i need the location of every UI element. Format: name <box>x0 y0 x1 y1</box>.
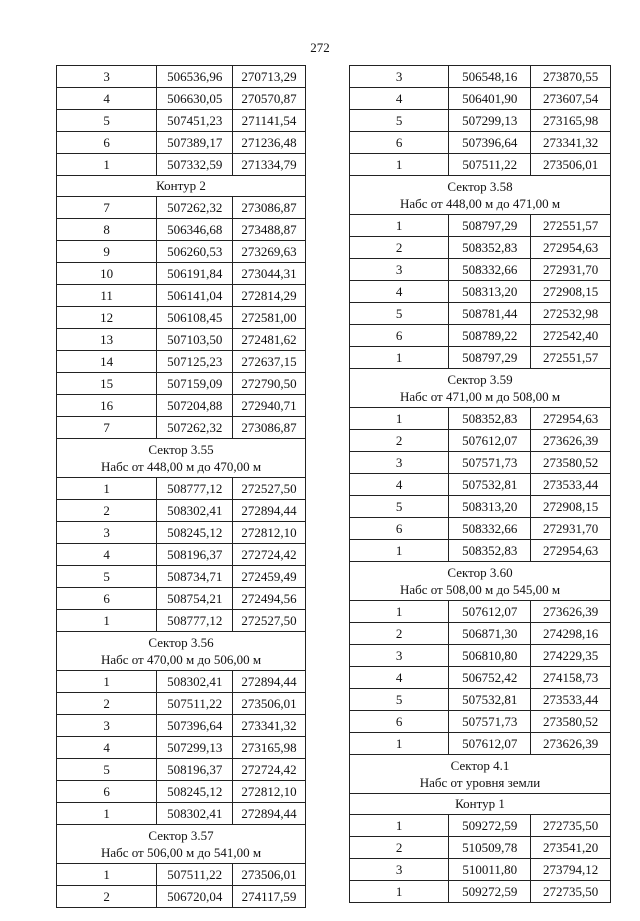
table-row <box>350 859 611 881</box>
y-coordinate-cell: 272532,98 <box>531 303 611 325</box>
point-number-cell: 6 <box>57 588 157 610</box>
section-subtitle: Набс от 508,00 м до 545,00 м <box>399 582 561 597</box>
point-number-cell: 7 <box>57 197 157 219</box>
point-number-cell: 10 <box>57 263 157 285</box>
y-coordinate-cell: 274229,35 <box>531 645 611 667</box>
table-row <box>57 219 306 241</box>
y-coordinate-cell: 272735,50 <box>531 815 611 837</box>
x-coordinate-cell: 507612,07 <box>449 430 531 452</box>
y-coordinate-cell: 272790,50 <box>233 373 306 395</box>
table-row <box>57 417 306 439</box>
x-coordinate-cell: 507262,32 <box>157 417 233 439</box>
y-coordinate-cell: 273086,87 <box>233 197 306 219</box>
point-number-cell: 6 <box>350 325 449 347</box>
point-number-cell: 2 <box>57 693 157 715</box>
x-coordinate-cell: 506630,05 <box>157 88 233 110</box>
point-number-cell: 4 <box>350 88 449 110</box>
table-row <box>57 88 306 110</box>
y-coordinate-cell: 272724,42 <box>233 759 306 781</box>
point-number-cell: 5 <box>57 110 157 132</box>
table-row <box>350 496 611 518</box>
table-row <box>350 540 611 562</box>
x-coordinate-cell: 507103,50 <box>157 329 233 351</box>
point-number-cell: 14 <box>57 351 157 373</box>
y-coordinate-cell: 270570,87 <box>233 88 306 110</box>
table-row <box>350 430 611 452</box>
point-number-cell: 4 <box>57 737 157 759</box>
y-coordinate-cell: 272814,29 <box>233 285 306 307</box>
table-row <box>57 241 306 263</box>
table-row <box>350 623 611 645</box>
point-number-cell: 7 <box>57 417 157 439</box>
table-row <box>57 351 306 373</box>
point-number-cell: 1 <box>350 347 449 369</box>
y-coordinate-cell: 273533,44 <box>531 474 611 496</box>
point-number-cell: 2 <box>350 430 449 452</box>
table-row <box>350 237 611 259</box>
x-coordinate-cell: 508332,66 <box>449 259 531 281</box>
y-coordinate-cell: 271141,54 <box>233 110 306 132</box>
table-row <box>350 645 611 667</box>
y-coordinate-cell: 274158,73 <box>531 667 611 689</box>
x-coordinate-cell: 507571,73 <box>449 452 531 474</box>
y-coordinate-cell: 273488,87 <box>233 219 306 241</box>
section-title: Сектор 3.56 <box>148 635 214 650</box>
x-coordinate-cell: 507612,07 <box>449 601 531 623</box>
section-title: Сектор 3.57 <box>148 828 214 843</box>
table-row <box>57 285 306 307</box>
point-number-cell: 4 <box>57 544 157 566</box>
table-row <box>57 544 306 566</box>
x-coordinate-cell: 506871,30 <box>449 623 531 645</box>
point-number-cell: 3 <box>57 522 157 544</box>
section-header-cell <box>350 176 611 215</box>
section-header-cell <box>57 632 306 671</box>
section-header-row <box>350 755 611 794</box>
x-coordinate-cell: 508352,83 <box>449 540 531 562</box>
point-number-cell: 16 <box>57 395 157 417</box>
point-number-cell: 5 <box>350 303 449 325</box>
x-coordinate-cell: 507451,23 <box>157 110 233 132</box>
y-coordinate-cell: 273044,31 <box>233 263 306 285</box>
section-header-cell <box>57 825 306 864</box>
x-coordinate-cell: 508332,66 <box>449 518 531 540</box>
point-number-cell: 9 <box>57 241 157 263</box>
y-coordinate-cell: 273269,63 <box>233 241 306 263</box>
x-coordinate-cell: 508754,21 <box>157 588 233 610</box>
x-coordinate-cell: 506720,04 <box>157 886 233 908</box>
table-row <box>350 281 611 303</box>
y-coordinate-cell: 273580,52 <box>531 452 611 474</box>
y-coordinate-cell: 270713,29 <box>233 66 306 88</box>
x-coordinate-cell: 507396,64 <box>449 132 531 154</box>
section-title: Контур 2 <box>156 178 206 193</box>
x-coordinate-cell: 507332,59 <box>157 154 233 176</box>
point-number-cell: 11 <box>57 285 157 307</box>
x-coordinate-cell: 507511,22 <box>157 864 233 886</box>
x-coordinate-cell: 508302,41 <box>157 803 233 825</box>
table-row <box>350 110 611 132</box>
point-number-cell: 5 <box>57 759 157 781</box>
point-number-cell: 3 <box>350 259 449 281</box>
section-header-row <box>57 176 306 197</box>
section-title: Контур 1 <box>455 796 505 811</box>
y-coordinate-cell: 273607,54 <box>531 88 611 110</box>
point-number-cell: 4 <box>350 281 449 303</box>
y-coordinate-cell: 273626,39 <box>531 733 611 755</box>
table-row <box>57 803 306 825</box>
y-coordinate-cell: 273341,32 <box>233 715 306 737</box>
point-number-cell: 5 <box>350 110 449 132</box>
point-number-cell: 5 <box>57 566 157 588</box>
x-coordinate-cell: 507396,64 <box>157 715 233 737</box>
x-coordinate-cell: 507532,81 <box>449 689 531 711</box>
table-row <box>350 518 611 540</box>
x-coordinate-cell: 508797,29 <box>449 215 531 237</box>
x-coordinate-cell: 507262,32 <box>157 197 233 219</box>
y-coordinate-cell: 272908,15 <box>531 496 611 518</box>
table-row <box>350 815 611 837</box>
table-row <box>57 737 306 759</box>
table-row <box>57 781 306 803</box>
table-row <box>350 711 611 733</box>
point-number-cell: 1 <box>350 154 449 176</box>
x-coordinate-cell: 507204,88 <box>157 395 233 417</box>
table-row <box>350 303 611 325</box>
section-title: Сектор 3.55 <box>148 442 214 457</box>
section-header-row <box>57 439 306 478</box>
x-coordinate-cell: 507571,73 <box>449 711 531 733</box>
point-number-cell: 4 <box>57 88 157 110</box>
y-coordinate-cell: 273086,87 <box>233 417 306 439</box>
table-row <box>350 474 611 496</box>
point-number-cell: 1 <box>350 733 449 755</box>
y-coordinate-cell: 272551,57 <box>531 215 611 237</box>
section-subtitle: Набс от уровня земли <box>419 775 541 790</box>
table-row <box>57 864 306 886</box>
table-row <box>57 154 306 176</box>
table-row <box>57 566 306 588</box>
table-row <box>57 132 306 154</box>
section-header-row <box>350 176 611 215</box>
point-number-cell: 1 <box>57 478 157 500</box>
x-coordinate-cell: 506141,04 <box>157 285 233 307</box>
point-number-cell: 3 <box>57 66 157 88</box>
y-coordinate-cell: 272812,10 <box>233 781 306 803</box>
point-number-cell: 1 <box>57 864 157 886</box>
point-number-cell: 1 <box>350 601 449 623</box>
section-header-cell <box>57 176 306 197</box>
point-number-cell: 12 <box>57 307 157 329</box>
point-number-cell: 3 <box>350 452 449 474</box>
y-coordinate-cell: 272527,50 <box>233 478 306 500</box>
table-row <box>350 601 611 623</box>
x-coordinate-cell: 508781,44 <box>449 303 531 325</box>
y-coordinate-cell: 272931,70 <box>531 259 611 281</box>
table-row <box>350 154 611 176</box>
x-coordinate-cell: 508777,12 <box>157 478 233 500</box>
point-number-cell: 1 <box>57 610 157 632</box>
x-coordinate-cell: 508245,12 <box>157 781 233 803</box>
x-coordinate-cell: 507389,17 <box>157 132 233 154</box>
table-row <box>57 500 306 522</box>
x-coordinate-cell: 506108,45 <box>157 307 233 329</box>
table-row <box>57 693 306 715</box>
point-number-cell: 2 <box>350 623 449 645</box>
x-coordinate-cell: 508302,41 <box>157 671 233 693</box>
y-coordinate-cell: 273794,12 <box>531 859 611 881</box>
table-row <box>350 347 611 369</box>
table-row <box>350 452 611 474</box>
x-coordinate-cell: 506810,80 <box>449 645 531 667</box>
point-number-cell: 4 <box>350 474 449 496</box>
y-coordinate-cell: 271334,79 <box>233 154 306 176</box>
point-number-cell: 3 <box>57 715 157 737</box>
y-coordinate-cell: 272527,50 <box>233 610 306 632</box>
point-number-cell: 2 <box>350 837 449 859</box>
x-coordinate-cell: 507612,07 <box>449 733 531 755</box>
point-number-cell: 8 <box>57 219 157 241</box>
x-coordinate-cell: 506536,96 <box>157 66 233 88</box>
section-header-row <box>350 794 611 815</box>
y-coordinate-cell: 272459,49 <box>233 566 306 588</box>
point-number-cell: 3 <box>350 66 449 88</box>
section-header-row <box>350 369 611 408</box>
section-header-cell <box>350 794 611 815</box>
point-number-cell: 6 <box>350 711 449 733</box>
point-number-cell: 6 <box>350 518 449 540</box>
y-coordinate-cell: 274117,59 <box>233 886 306 908</box>
table-row <box>350 66 611 88</box>
table-row <box>57 110 306 132</box>
x-coordinate-cell: 507532,81 <box>449 474 531 496</box>
x-coordinate-cell: 509272,59 <box>449 815 531 837</box>
point-number-cell: 1 <box>350 540 449 562</box>
point-number-cell: 1 <box>350 815 449 837</box>
y-coordinate-cell: 273626,39 <box>531 601 611 623</box>
y-coordinate-cell: 272954,63 <box>531 540 611 562</box>
y-coordinate-cell: 273341,32 <box>531 132 611 154</box>
y-coordinate-cell: 273626,39 <box>531 430 611 452</box>
section-subtitle: Набс от 470,00 м до 506,00 м <box>100 652 262 667</box>
table-row <box>57 759 306 781</box>
y-coordinate-cell: 272931,70 <box>531 518 611 540</box>
table-row <box>57 329 306 351</box>
table-row <box>57 66 306 88</box>
y-coordinate-cell: 273506,01 <box>233 693 306 715</box>
table-row <box>57 197 306 219</box>
point-number-cell: 3 <box>350 645 449 667</box>
point-number-cell: 2 <box>57 886 157 908</box>
table-row <box>57 715 306 737</box>
y-coordinate-cell: 272940,71 <box>233 395 306 417</box>
x-coordinate-cell: 506548,16 <box>449 66 531 88</box>
x-coordinate-cell: 508352,83 <box>449 237 531 259</box>
x-coordinate-cell: 506752,42 <box>449 667 531 689</box>
x-coordinate-cell: 507125,23 <box>157 351 233 373</box>
y-coordinate-cell: 272908,15 <box>531 281 611 303</box>
x-coordinate-cell: 510011,80 <box>449 859 531 881</box>
x-coordinate-cell: 508245,12 <box>157 522 233 544</box>
y-coordinate-cell: 273165,98 <box>531 110 611 132</box>
section-subtitle: Набс от 506,00 м до 541,00 м <box>100 845 262 860</box>
section-header-cell <box>350 755 611 794</box>
table-row <box>350 325 611 347</box>
x-coordinate-cell: 508196,37 <box>157 544 233 566</box>
y-coordinate-cell: 272724,42 <box>233 544 306 566</box>
point-number-cell: 1 <box>350 881 449 903</box>
y-coordinate-cell: 272481,62 <box>233 329 306 351</box>
x-coordinate-cell: 506260,53 <box>157 241 233 263</box>
section-header-cell <box>350 562 611 601</box>
y-coordinate-cell: 272894,44 <box>233 803 306 825</box>
table-row <box>57 263 306 285</box>
y-coordinate-cell: 272581,00 <box>233 307 306 329</box>
table-row <box>350 408 611 430</box>
y-coordinate-cell: 272542,40 <box>531 325 611 347</box>
y-coordinate-cell: 273541,20 <box>531 837 611 859</box>
section-title: Сектор 3.60 <box>447 565 513 580</box>
table-row <box>350 88 611 110</box>
x-coordinate-cell: 508352,83 <box>449 408 531 430</box>
y-coordinate-cell: 272894,44 <box>233 671 306 693</box>
table-row <box>350 733 611 755</box>
y-coordinate-cell: 273506,01 <box>531 154 611 176</box>
point-number-cell: 1 <box>350 408 449 430</box>
table-row <box>57 886 306 908</box>
x-coordinate-cell: 510509,78 <box>449 837 531 859</box>
y-coordinate-cell: 273580,52 <box>531 711 611 733</box>
x-coordinate-cell: 506346,68 <box>157 219 233 241</box>
section-title: Сектор 3.58 <box>447 179 513 194</box>
point-number-cell: 2 <box>57 500 157 522</box>
section-header-cell <box>350 369 611 408</box>
point-number-cell: 1 <box>57 154 157 176</box>
point-number-cell: 15 <box>57 373 157 395</box>
section-title: Сектор 4.1 <box>450 758 510 773</box>
section-subtitle: Набс от 448,00 м до 471,00 м <box>399 196 561 211</box>
section-header-cell <box>57 439 306 478</box>
table-row <box>350 132 611 154</box>
table-row <box>57 373 306 395</box>
x-coordinate-cell: 509272,59 <box>449 881 531 903</box>
table-row <box>57 395 306 417</box>
table-row <box>350 215 611 237</box>
table-row <box>57 307 306 329</box>
x-coordinate-cell: 508789,22 <box>449 325 531 347</box>
y-coordinate-cell: 272894,44 <box>233 500 306 522</box>
point-number-cell: 3 <box>350 859 449 881</box>
y-coordinate-cell: 273870,55 <box>531 66 611 88</box>
table-row <box>57 478 306 500</box>
x-coordinate-cell: 507159,09 <box>157 373 233 395</box>
y-coordinate-cell: 273533,44 <box>531 689 611 711</box>
x-coordinate-cell: 508777,12 <box>157 610 233 632</box>
section-subtitle: Набс от 471,00 м до 508,00 м <box>399 389 561 404</box>
x-coordinate-cell: 508313,20 <box>449 496 531 518</box>
y-coordinate-cell: 272551,57 <box>531 347 611 369</box>
table-row <box>350 881 611 903</box>
x-coordinate-cell: 508313,20 <box>449 281 531 303</box>
y-coordinate-cell: 274298,16 <box>531 623 611 645</box>
x-coordinate-cell: 508734,71 <box>157 566 233 588</box>
point-number-cell: 5 <box>350 689 449 711</box>
x-coordinate-cell: 507511,22 <box>157 693 233 715</box>
point-number-cell: 13 <box>57 329 157 351</box>
table-row <box>350 837 611 859</box>
x-coordinate-cell: 506191,84 <box>157 263 233 285</box>
point-number-cell: 5 <box>350 496 449 518</box>
y-coordinate-cell: 272637,15 <box>233 351 306 373</box>
x-coordinate-cell: 506401,90 <box>449 88 531 110</box>
page-number: 272 <box>310 40 330 55</box>
section-title: Сектор 3.59 <box>447 372 513 387</box>
left-coordinates-table <box>56 65 306 908</box>
left-table-body <box>57 66 306 908</box>
point-number-cell: 1 <box>57 671 157 693</box>
x-coordinate-cell: 507299,13 <box>449 110 531 132</box>
right-table-body <box>350 66 611 903</box>
section-header-row <box>57 632 306 671</box>
x-coordinate-cell: 508196,37 <box>157 759 233 781</box>
y-coordinate-cell: 273506,01 <box>233 864 306 886</box>
y-coordinate-cell: 272735,50 <box>531 881 611 903</box>
y-coordinate-cell: 272954,63 <box>531 408 611 430</box>
x-coordinate-cell: 507511,22 <box>449 154 531 176</box>
y-coordinate-cell: 271236,48 <box>233 132 306 154</box>
table-row <box>57 588 306 610</box>
point-number-cell: 6 <box>350 132 449 154</box>
section-subtitle: Набс от 448,00 м до 470,00 м <box>100 459 262 474</box>
point-number-cell: 4 <box>350 667 449 689</box>
x-coordinate-cell: 508302,41 <box>157 500 233 522</box>
y-coordinate-cell: 272954,63 <box>531 237 611 259</box>
right-coordinates-table <box>349 65 611 903</box>
y-coordinate-cell: 272812,10 <box>233 522 306 544</box>
table-row <box>350 259 611 281</box>
point-number-cell: 6 <box>57 781 157 803</box>
x-coordinate-cell: 508797,29 <box>449 347 531 369</box>
y-coordinate-cell: 272494,56 <box>233 588 306 610</box>
table-row <box>57 610 306 632</box>
point-number-cell: 6 <box>57 132 157 154</box>
table-row <box>57 522 306 544</box>
section-header-row <box>57 825 306 864</box>
table-row <box>350 689 611 711</box>
y-coordinate-cell: 273165,98 <box>233 737 306 759</box>
table-row <box>57 671 306 693</box>
x-coordinate-cell: 507299,13 <box>157 737 233 759</box>
section-header-row <box>350 562 611 601</box>
point-number-cell: 1 <box>57 803 157 825</box>
point-number-cell: 2 <box>350 237 449 259</box>
table-row <box>350 667 611 689</box>
point-number-cell: 1 <box>350 215 449 237</box>
